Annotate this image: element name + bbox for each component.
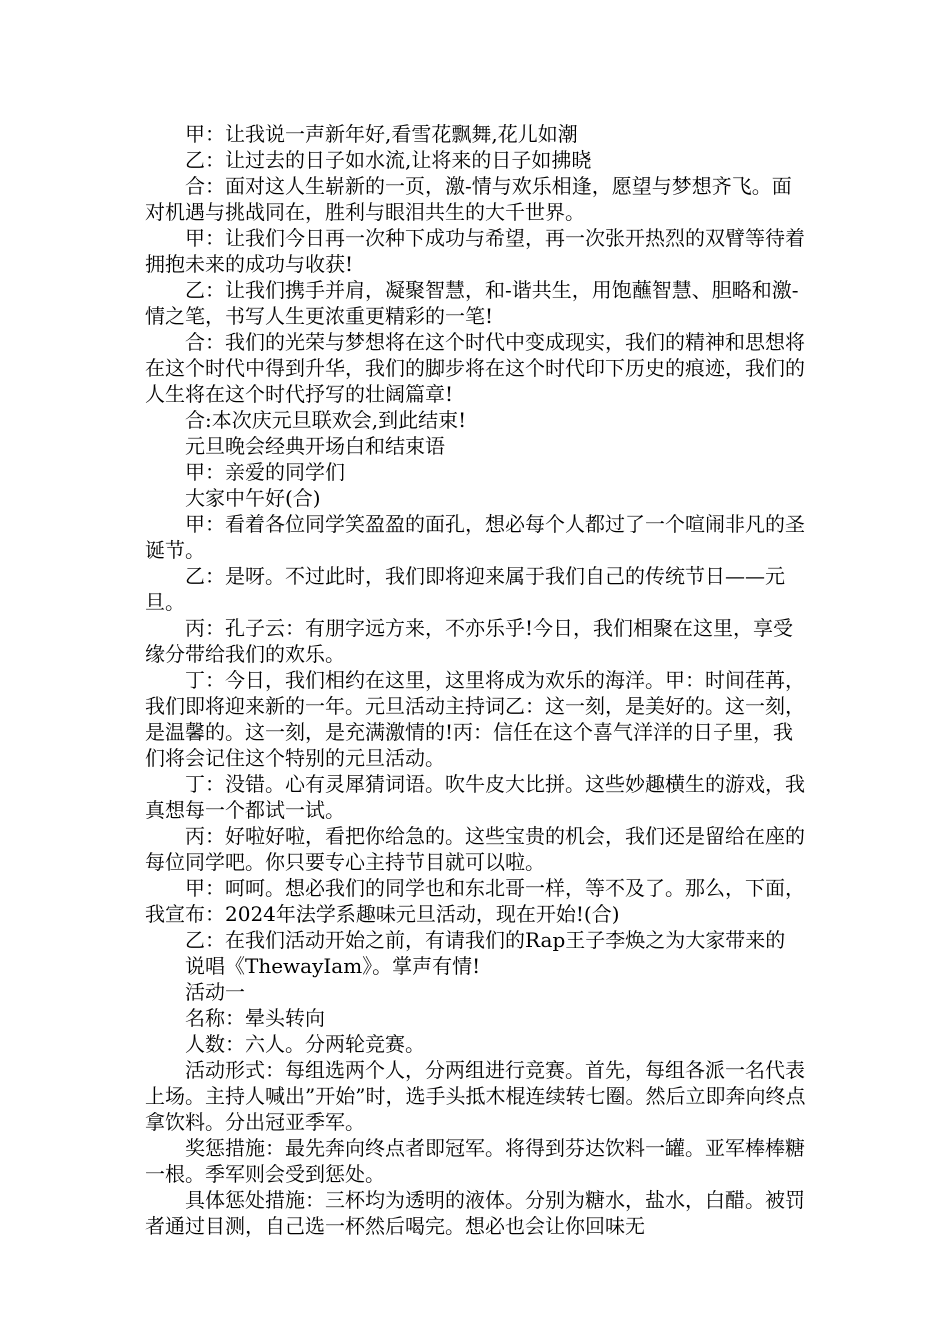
- paragraph: 具体惩处措施：三杯均为透明的液体。分别为糖水，盐水，白醋。被罚者通过目测，自己选一杯然后喝完。想必也会让你回味无: [145, 1188, 805, 1238]
- paragraph: 甲：让我说一声新年好,看雪花飘舞,花儿如潮: [185, 122, 578, 146]
- paragraph: 乙：让过去的日子如水流,让将来的日子如拂晓: [185, 148, 592, 172]
- paragraph: 甲：呵呵。想必我们的同学也和东北哥一样，等不及了。那么，下面，我宣布：2024年法学系趣味元旦活动，现在开始!(合): [145, 876, 805, 926]
- paragraph: 甲：亲爱的同学们: [185, 460, 345, 484]
- paragraph: 丁：今日，我们相约在这里，这里将成为欢乐的海洋。甲：时间荏苒，我们即将迎来新的一年。元旦活动主持词乙：这一刻，是美好的。这一刻，是温馨的。这一刻，是充满激情的!丙：信任在这个喜气洋洋的日子里，我们将会记住这个特别的元旦活动。: [145, 668, 805, 770]
- paragraph: 合：我们的光荣与梦想将在这个时代中变成现实，我们的精神和思想将在这个时代中得到升华，我们的脚步将在这个时代印下历史的痕迹，我们的人生将在这个时代抒写的壮阔篇章!: [145, 330, 805, 406]
- paragraph: 乙：让我们携手并肩，凝聚智慧，和-谐共生，用饱蘸智慧、胆略和激-情之笔，书写人生更浓重更精彩的一笔!: [145, 278, 799, 328]
- paragraph: 甲：看着各位同学笑盈盈的面孔，想必每个人都过了一个喧闹非凡的圣诞节。: [145, 512, 805, 562]
- paragraph: 丙：好啦好啦，看把你给急的。这些宝贵的机会，我们还是留给在座的每位同学吧。你只要专心主持节目就可以啦。: [145, 824, 805, 874]
- paragraph: 丙：孔子云：有朋字远方来，不亦乐乎!今日，我们相聚在这里，享受缘分带给我们的欢乐。: [145, 616, 794, 666]
- paragraph: 大家中午好(合): [185, 486, 321, 510]
- paragraph: 活动一: [185, 980, 245, 1004]
- section-heading: 元旦晚会经典开场白和结束语: [185, 434, 445, 458]
- paragraph: 合:本次庆元旦联欢会,到此结束!: [185, 408, 467, 432]
- paragraph: 乙：在我们活动开始之前，有请我们的Rap王子李焕之为大家带来的: [185, 928, 786, 952]
- document-body: [145, 121, 810, 1239]
- paragraph: 奖惩措施：最先奔向终点者即冠军。将得到芬达饮料一罐。亚军棒棒糖一根。季军则会受到惩处。: [145, 1136, 805, 1186]
- paragraph: 活动形式：每组选两个人，分两组进行竞赛。首先，每组各派一名代表上场。主持人喊出”开始”时，选手头抵木棍连续转七圈。然后立即奔向终点拿饮料。分出冠亚季军。: [145, 1058, 806, 1134]
- paragraph: 人数：六人。分两轮竞赛。: [185, 1032, 425, 1056]
- paragraph: 甲：让我们今日再一次种下成功与希望，再一次张开热烈的双臂等待着拥抱未来的成功与收获!: [145, 226, 805, 276]
- paragraph: 丁：没错。心有灵犀猜词语。吹牛皮大比拼。这些妙趣横生的游戏，我真想每一个都试一试。: [145, 772, 805, 822]
- paragraph: 说唱《ThewayIam》。掌声有情!: [185, 954, 481, 978]
- paragraph: 合：面对这人生崭新的一页，激-情与欢乐相逢，愿望与梦想齐飞。面对机遇与挑战同在，胜利与眼泪共生的大千世界。: [145, 174, 792, 224]
- paragraph: 名称：晕头转向: [185, 1006, 325, 1030]
- paragraph: 乙：是呀。不过此时，我们即将迎来属于我们自己的传统节日——元旦。: [145, 564, 785, 614]
